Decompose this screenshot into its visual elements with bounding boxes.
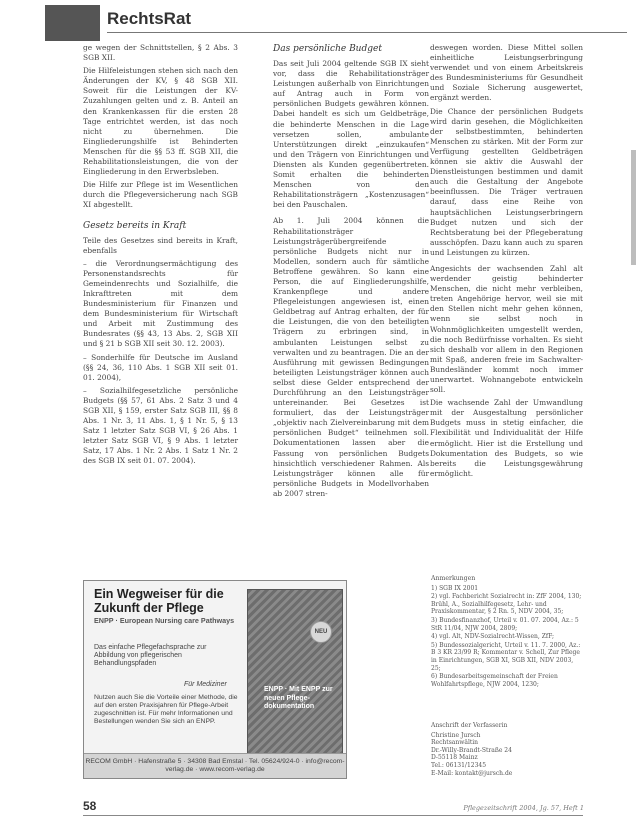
header-rule [107,32,627,33]
ad-price: Für Mediziner [184,681,227,688]
paragraph: Die Chance der persönlichen Budgets wird darin gesehen, die Möglichkeiten der selbstbestimmten, behinderten Menschen zu stärken. Mit der Form zur Verfügung gestellten Geldbeträgen können sie aktiv die Auswahl der Dienstleistungen bestimmen und damit auch die Gestaltung der Angebote beeinflussen. Die Träger vertrauen darauf, dass eine Reihe von hauptsächlichen Leistungserbringern Budget nutzen und sich der Rechtsberatung bei der Pflegeberatung ausschöpfen. Dazu kann auch zu sparen und Leistungen zu kürzen. [430,106,583,257]
references [431,575,583,689]
author-line: Dr.-Willy-Brandt-Straße 24 [431,746,512,754]
paragraph: Ab 1. Juli 2004 können die Rehabilitationsträger Leistungsträgerübergreifende persönliche Budgets nicht nur in Modellen, sondern auch für sämtliche Betroffene gewähren. So kann eine Person, die auf Eingliederungshilfe, Krankenpflege und andere Pflegeleistungen angewiesen ist, einen Geldbetrag auf Antrag erhalten, der für die Leistungen, die von den beteiligten Trägern zu erbringen sind, in ambulanten Leistungen selbst zu verwalten und zu beantragen. Die an der Ausführung mit gewissen Bedingungen beteiligten Leistungsträger können auch selbst diese Gelder entsprechend der Durchführung an den Leistungsträger untereinander. Bei Gesetzes ist formuliert, das der Leistungsträger „objektiv nach Zielvereinbarung mit dem persönlichen Budget“ teilnehmen soll. Dokumentationen lassen aber die Fassung von persönlichen Budgets hinsichtlich verschiedener Rahmen. Als Leistungsträger können alle für persönliche Budgets in Modellvorhaben ab 2007 stren- [273,216,429,498]
references-title: Anmerkungen [431,575,476,582]
author-address [431,722,583,777]
author-line: Tel.: 06131/12345 [431,761,487,769]
paragraph: ge wegen der Schnittstellen, § 2 Abs. 3 SGB XII. [83,43,238,63]
book-cover-text: ENPP · Mit ENPP zur neuen Pflege-dokumentation [264,686,333,710]
author-line: Rechtsanwältin [431,739,479,747]
ad-body: Nutzen auch Sie die Vorteile einer Methode, die auf den ersten Praxisjahren für Pflege-Arbeit zugeschnitten ist. Für mehr Informationen und Bestellungen wenden Sie sich an ENPP. [94,694,238,725]
author-line: D-55118 Mainz [431,754,478,762]
new-badge: NEU [310,621,332,643]
paragraph: Angesichts der wachsenden Zahl alt werdender geistig behinderter Menschen, die nicht mehr verbleiben, treten Angehörige hervor, weil sie mit den Stellen nicht mehr gehen können, wenn sie selbst noch in Wohnmöglichkeiten umgestellt werden, die noch Bedürfnisse vorhalten. Es sieht sich deshalb vor allem in den Regionen mit Spaß, anderen freie im Sachwalter-Bundesländer kommt noch immer unerwartet. Wohnangebote entwickeln soll. [430,263,583,395]
paragraph: Das seit Juli 2004 geltende SGB IX sieht vor, dass die Rehabilitationsträger Leistungen außerhalb von Einrichtungen auf Antrag auch in Form von persönlichen Budgets gewähren können. Dabei handelt es sich um Geldbeträge, die behinderte Menschen in die Lage versetzen sollen, ambulante Unterstützungen direkt „einzukaufen“ und den Trägern von Einrichtungen und Diensten als Kunden gegenübertreten. Somit erhalten die behinderten Menschen von den Rehabilitationsträgern „Kostenzusagen“ bei den Pauschalen. [273,59,429,210]
reference-item: 3) Bundesfinanzhof, Urteil v. 01. 07. 2004, Az.: 5 StR 11/04, NJW 2004, 2809; [431,616,579,632]
reference-item: 6) Bundesarbeitsgemeinschaft der Freien Wohlfahrtspflege, NJW 2004, 1230; [431,673,558,688]
section-heading: Das persönliche Budget [273,44,382,54]
paragraph: – Sonderhilfe für Deutsche im Ausland (§§ 24, 36, 110 Abs. 1 SGB XII seit 01. 01. 2004), [83,352,238,382]
author-title: Anschrift der Verfasserin [431,722,508,729]
section-heading: Gesetz bereits in Kraft [83,220,187,231]
paragraph: Die wachsende Zahl der Umwandlung mit der Ausgestaltung persönlicher Budgets muss in stetig einfacher, die Flexibilität und Individualität der Hilfe ermöglicht. Hier ist die Erstellung und Dokumentation des Budgets, so wie bereits die Leistungsgewährung ermöglicht. [430,398,583,478]
book-cover-image [247,589,343,755]
ad-title: Ein Wegweiser für die Zukunft der Pflege [94,587,224,615]
paragraph: – Sozialhilfegesetzliche persönliche Budgets (§§ 57, 61 Abs. 2 Satz 3 und 4 SGB XII, § 159, erster Satz SGB III, §§ 8 Abs. 1 Nr. 3, 11 Abs. 1, § 1 Nr. 5, § 13 Satz 1 letzter Satz SGB VI, § 26 Abs. 1 letzter Satz SGB VI, § 9 Abs. 1 letzter Satz, 17 Abs. 1 Nr. 2 Abs. 1 Satz 1 Nr. 2 des SGB IX seit 01. 07. 2004). [83,385,238,466]
header-block [45,5,100,41]
column-3 [430,43,583,482]
page-number: 58 [83,799,97,813]
ad-description: Das einfache Pflegefachsprache zur Abbildung von pflegerischen Behandlungspfaden [94,644,207,668]
paragraph: Die Hilfe zur Pflege ist im Wesentlichen durch die Pflegeversicherung nach SGB XI abgestellt. [83,180,238,210]
journal-reference: Pflegezeitschrift 2004, Jg. 57, Heft 1 [463,804,584,812]
paragraph: Die Hilfeleistungen stehen sich nach den Änderungen der KV, § 48 SGB XII. Soweit für die Leistungen der KV-Zuzahlungen gelten und z. B. Anteil an den Krankenkassen für die ersten 28 Tage entrichtet werden, ist das noch nicht zu übernehmen. Die Eingliederungshilfe ist Behinderten Menschen für die §§ 53 ff. SGB XII, die Rehabilitationsleistungen, die von der Eingliederung in den Erwerbsleben. [83,66,238,177]
reference-item: 5) Bundessozialgericht, Urteil v. 11. 7. 2000, Az.: B 3 KR 23/99 R; Kommentar v. Schell, Zur Pflege in Einrichtungen, SGB XI, SGB XII, NDV 2003, 25; [431,641,581,672]
reference-item: 2) vgl. Fachbericht Sozialrecht in: ZfF 2004, 130; Brühl, A., Sozialhilfegesetz, Lehr- und Praxiskommentar, § 2 Rn. 5, NDV 2004, 35; [431,593,582,616]
reference-item: 4) vgl. Alt, NDV-Sozialrecht-Wissen, ZfF; [431,633,555,641]
reference-item: 1) SGB IX 2001 [431,584,479,592]
references-list [431,585,583,689]
column-1 [83,43,238,470]
paragraph: deswegen worden. Diese Mittel sollen einheitliche Leistungserbringung verwendet und von einem Arbeitskreis des Bundesministeriums für Gesundheit und Soziale Sicherung ausgewertet, ergänzt werden. [430,43,583,103]
paragraph: – die Verordnungsermächtigung des Personenstandsrechts für Gemeindenrechts und Sozialhilfe, die Inkrafttreten mit dem Bundesministerium für Finanzen und dem Bundesministerium für Wirtschaft und Arbeit mit Zustimmung des Bundesrates (§§ 43, 13 Abs. 2, SGB XII und § 21 b SGB XII seit 30. 12. 2003). [83,258,238,349]
ad-subtitle: ENPP · European Nursing care Pathways [94,616,235,625]
scrollbar-thumb[interactable] [631,150,636,265]
ad-footer: RECOM GmbH · Hafenstraße 5 · 34308 Bad Emstal · Tel. 05624/924-0 · info@recom-verlag.de · www.recom-verlag.de [84,753,346,778]
paragraph: Teile des Gesetzes sind bereits in Kraft, ebenfalls [83,235,238,255]
section-title: RechtsRat [107,9,192,28]
footer-rule [83,815,583,816]
advertisement[interactable] [83,580,347,779]
author-line: E-Mail: kontakt@jursch.de [431,769,513,777]
column-2 [273,43,429,502]
author-line: Christine Jursch [431,731,481,739]
